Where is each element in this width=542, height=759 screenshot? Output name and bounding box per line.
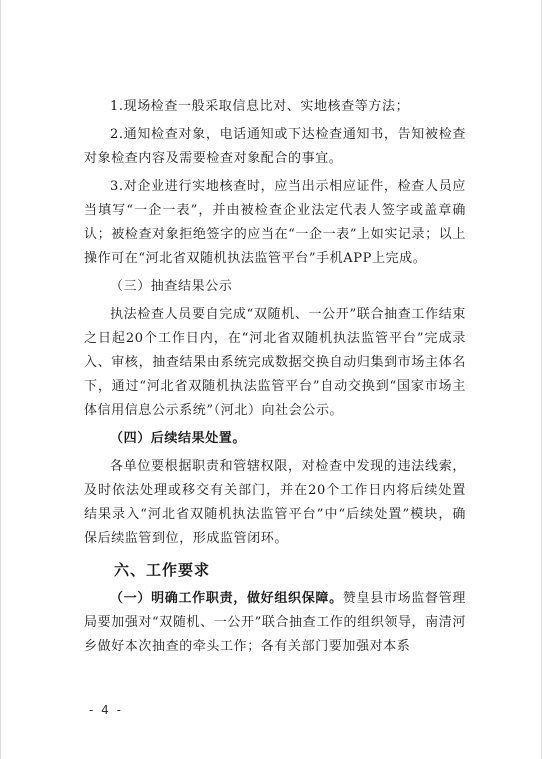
paragraph-notify: 2.通知检查对象，电话通知或下达检查通知书，告知被检查对象检查内容及需要检查对象配合的事宜。 [84,127,466,166]
section-heading-follow-up: （四）后续结果处置。 [110,431,247,446]
paragraph-method: 1.现场检查一般采取信息比对、实地核查等方法； [110,99,410,114]
paragraph-result-publicity: 执法检查人员要自完成“双随机、一公开”联合抽查工作结束之日起20个工作日内，在“河北省双随机执法监管平台”完成录入、审核，抽查结果由系统完成数据交换自动归集到市场主体名下，通过“河北省双随机执法监管平台”自动交换到“国家市场主体信用信息公示系统”（河北）向社会公示。 [84,307,466,418]
document-body [84,95,466,659]
page-number: - 4 - [89,703,123,717]
paragraph-responsibilities-body: 赞皇县市场监督管理局要加强对“双随机、一公开”联合抽查工作的组织领导，南清河乡做好本次抽查的牵头工作；各有关部门要加强对本系 [84,591,466,654]
section-heading-result-publicity: （三）抽查结果公示 [110,279,233,294]
paragraph-onsite-check: 3.对企业进行实地核查时，应当出示相应证件，检查人员应当填写“一企一表”，并由被检查企业法定代表人签字或盖章确认；被检查对象拒绝签字的应当在“一企一表”上如实记录；以上操作可在“河北省双随机执法监管平台”手机APP上完成。 [84,179,466,266]
paragraph-responsibilities-lead: （一）明确工作职责，做好组织保障。 [110,591,343,606]
paragraph-responsibilities [84,587,466,659]
paragraph-follow-up: 各单位要根据职责和管辖权限，对检查中发现的违法线索，及时依法处理或移交有关部门，并在20个工作日内将后续处置结果录入“河北省双随机执法监管平台”中“后续处置”模块，确保后续监管到位，形成监管闭环。 [84,459,466,546]
section-heading-work-requirements: 六、工作要求 [114,561,211,579]
